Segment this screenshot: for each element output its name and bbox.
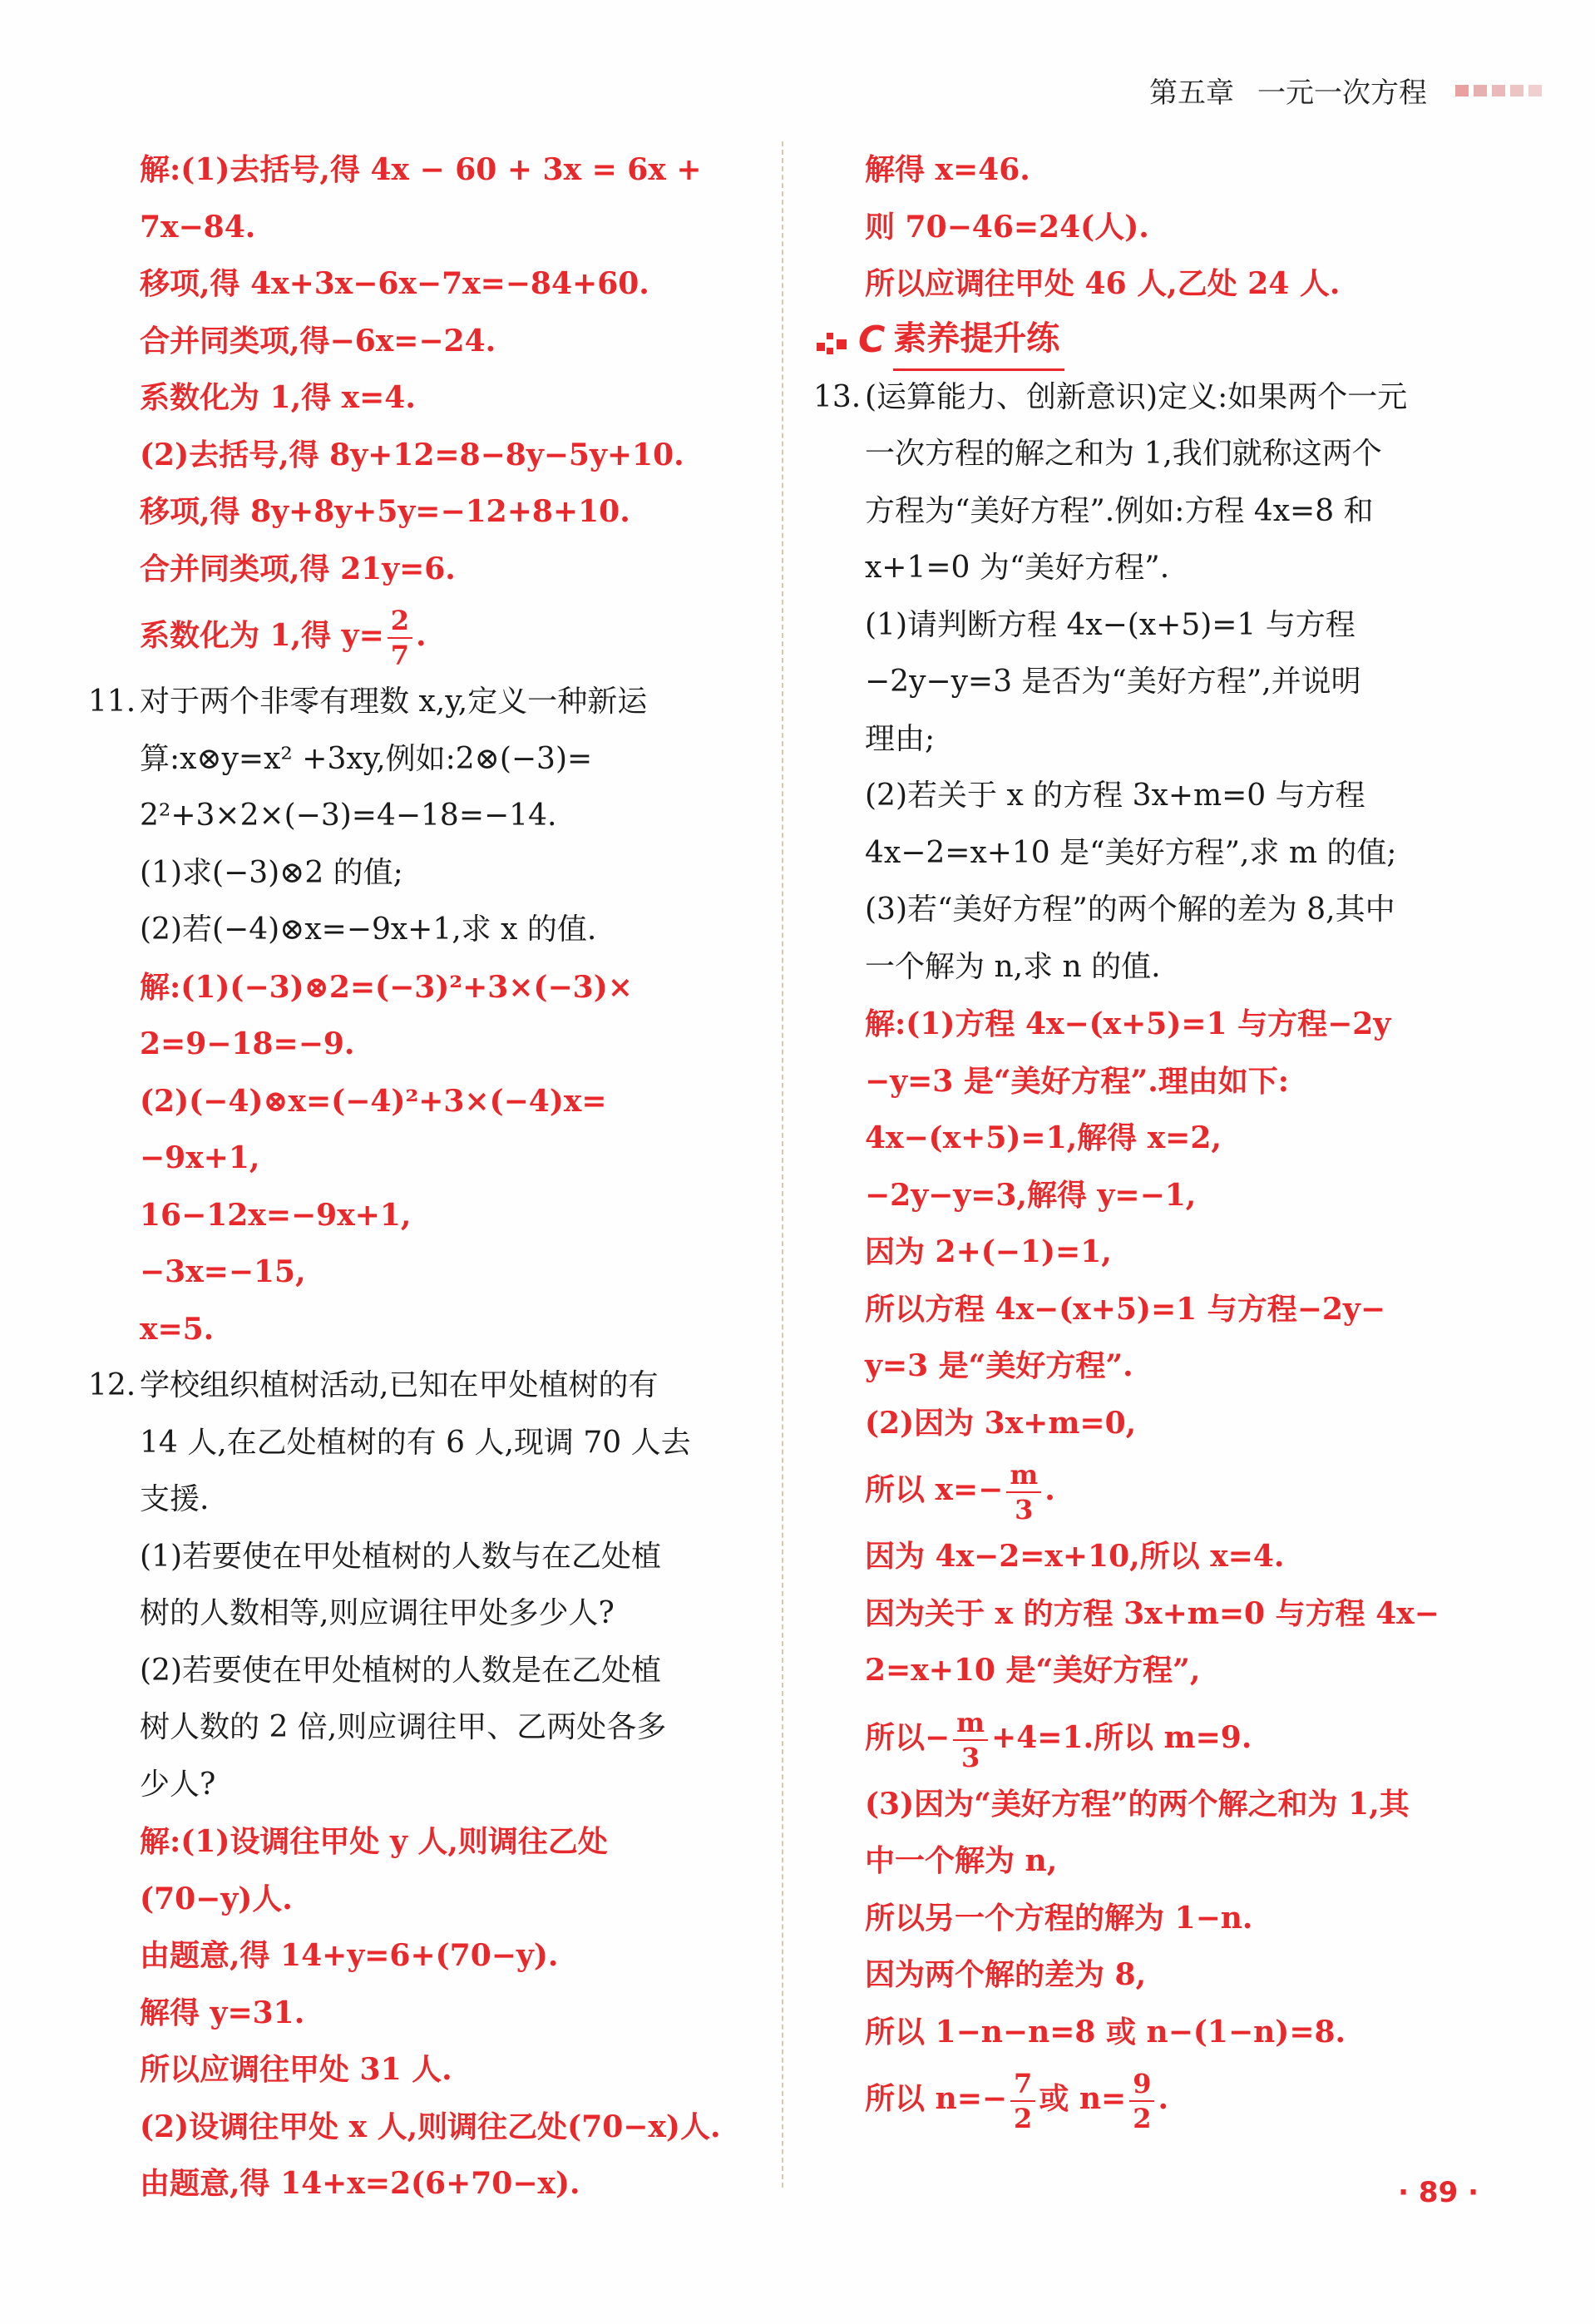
- line-text: 学校组织植树活动,已知在甲处植树的有: [140, 1368, 659, 1402]
- page-header: [1149, 70, 1542, 111]
- text-line: [140, 199, 755, 256]
- text-line: [865, 199, 1464, 256]
- line-text: −2y−y=3,解得 y=−1,: [865, 1177, 1197, 1213]
- line-text: 2=x+10 是“美好方程”,: [865, 1653, 1201, 1688]
- line-text: (2)若(−4)⊗x=−9x+1,求 x 的值.: [140, 912, 597, 947]
- text-line: [140, 427, 755, 484]
- line-text: 一次方程的解之和为 1,我们就称这两个: [865, 437, 1382, 471]
- line-text: (3)若“美好方程”的两个解的差为 8,其中: [865, 893, 1395, 927]
- text-line: [140, 1529, 755, 1586]
- text-line: [865, 597, 1464, 655]
- line-text: (1)请判断方程 4x−(x+5)=1 与方程: [865, 607, 1356, 642]
- text-line: [140, 2041, 755, 2099]
- text-line: [865, 1053, 1464, 1110]
- fraction: [388, 607, 412, 669]
- text-line: [140, 483, 755, 541]
- text-line: [865, 1110, 1464, 1167]
- text-line: [140, 1415, 755, 1472]
- line-text: 支援.: [140, 1482, 210, 1516]
- line-text: (2)若关于 x 的方程 3x+m=0 与方程: [865, 779, 1365, 813]
- line-text: 所以 1−n−n=8 或 n−(1−n)=8.: [865, 2014, 1346, 2050]
- section-marker-icon: [817, 324, 850, 358]
- text-line: [865, 1167, 1464, 1224]
- fraction-numerator: 9: [1129, 2070, 1154, 2102]
- line-text: 由题意,得 14+y=6+(70−y).: [140, 1938, 559, 1973]
- fraction-denominator: 3: [1015, 1494, 1034, 1525]
- line-text: 移项,得 4x+3x−6x−7x=−84+60.: [140, 266, 649, 301]
- text-line: [140, 731, 755, 789]
- line-text: 因为两个解的差为 8,: [865, 1957, 1147, 1992]
- line-text: 解:(1)设调往甲处 y 人,则调往乙处: [140, 1824, 608, 1859]
- line-text: (2)设调往甲处 x 人,则调往乙处(70−x)人.: [140, 2109, 721, 2144]
- section-title: 素养提升练: [893, 310, 1064, 372]
- text-line: [865, 426, 1464, 483]
- line-text: 算:x⊗y=x² +3xy,例如:2⊗(−3)=: [140, 741, 593, 776]
- fraction: [1010, 2070, 1035, 2132]
- question-number: 12.: [88, 1368, 136, 1402]
- line-text: x+1=0 为“美好方程”.: [865, 551, 1170, 585]
- fraction-numerator: 2: [388, 607, 412, 639]
- text-line: [865, 255, 1464, 313]
- line-text: 树的人数相等,则应调往甲处多少人?: [140, 1596, 615, 1630]
- text-line: [140, 313, 755, 370]
- text-line: [140, 902, 755, 959]
- line-text: 中一个解为 n,: [865, 1843, 1058, 1878]
- line-text-mid: 或 n=: [1039, 2081, 1127, 2116]
- left-column: [88, 141, 755, 2213]
- section-letter: C: [858, 319, 886, 362]
- text-line: [865, 882, 1464, 939]
- line-text: 2=9−18=−9.: [140, 1026, 355, 1061]
- line-text: x=5.: [140, 1311, 215, 1347]
- text-line: [865, 540, 1464, 597]
- fraction-denominator: 2: [1014, 2103, 1033, 2134]
- text-line: [140, 1699, 755, 1757]
- line-text: 理由;: [865, 721, 936, 756]
- text-line: [140, 1244, 755, 1301]
- fraction: [953, 1706, 988, 1773]
- text-line: [140, 1757, 755, 1814]
- text-line: [140, 2099, 755, 2156]
- line-text: 因为 2+(−1)=1,: [865, 1234, 1112, 1269]
- text-line: [140, 1471, 755, 1529]
- text-line: [140, 141, 755, 199]
- text-line: [865, 1776, 1464, 1833]
- line-text: −2y−y=3 是否为“美好方程”,并说明: [865, 665, 1361, 699]
- line-text: −y=3 是“美好方程”.理由如下:: [865, 1063, 1290, 1099]
- line-text: (2)因为 3x+m=0,: [865, 1405, 1137, 1441]
- text-line: [140, 1813, 755, 1871]
- line-text: 解:(1)去括号,得 4x − 60 + 3x = 6x +: [140, 152, 702, 187]
- text-line: [88, 1357, 755, 1415]
- line-text: (70−y)人.: [140, 1881, 293, 1916]
- text-line: [865, 483, 1464, 541]
- line-text: 少人?: [140, 1767, 216, 1802]
- text-line: [140, 1585, 755, 1643]
- line-text: 解得 x=46.: [865, 152, 1030, 187]
- line-text: 14 人,在乙处植树的有 6 人,现调 70 人去: [140, 1425, 691, 1460]
- text-line: [140, 1643, 755, 1700]
- question-number: 13.: [813, 379, 862, 414]
- line-text-after: .: [416, 618, 427, 653]
- text-line: [865, 1395, 1464, 1452]
- line-text: (2)去括号,得 8y+12=8−8y−5y+10.: [140, 437, 684, 472]
- text-line: [865, 654, 1464, 711]
- section-tag: [817, 313, 1464, 369]
- line-text-after: .: [1158, 2081, 1168, 2116]
- text-line: [865, 939, 1464, 996]
- line-text: 所以应调往甲处 46 人,乙处 24 人.: [865, 266, 1341, 301]
- text-line: [865, 1642, 1464, 1699]
- header-decoration-icon: [1455, 85, 1542, 96]
- line-text: 所以 n=−: [865, 2081, 1008, 2116]
- line-text: 移项,得 8y+8y+5y=−12+8+10.: [140, 494, 630, 529]
- text-line: [865, 711, 1464, 769]
- text-line: [865, 825, 1464, 883]
- line-text: (3)因为“美好方程”的两个解之和为 1,其: [865, 1786, 1410, 1822]
- line-text: 所以另一个方程的解为 1−n.: [865, 1900, 1253, 1936]
- text-line: [865, 1281, 1464, 1338]
- fraction-numerator: m: [1006, 1461, 1041, 1493]
- line-text: 对于两个非零有理数 x,y,定义一种新运: [140, 685, 648, 719]
- text-line: [140, 959, 755, 1016]
- text-line: [865, 996, 1464, 1053]
- text-line: [865, 768, 1464, 825]
- line-text: 所以应调往甲处 31 人.: [140, 2052, 452, 2087]
- text-line: [865, 1832, 1464, 1890]
- question-13: [813, 369, 1464, 2138]
- fraction-numerator: m: [953, 1709, 988, 1741]
- text-line: [813, 369, 1464, 427]
- line-text: 树人数的 2 倍,则应调往甲、乙两处各多: [140, 1710, 667, 1744]
- line-text: 7x−84.: [140, 209, 256, 245]
- line-text: 因为 4x−2=x+10,所以 x=4.: [865, 1539, 1285, 1574]
- question-number: 11.: [88, 685, 136, 719]
- line-text: 4x−(x+5)=1,解得 x=2,: [865, 1120, 1222, 1155]
- text-line: [140, 597, 755, 674]
- text-line: [865, 1528, 1464, 1585]
- text-line: [140, 2155, 755, 2213]
- fraction-denominator: 3: [960, 1741, 980, 1773]
- line-text: (2)若要使在甲处植树的人数是在乙处植: [140, 1653, 661, 1688]
- line-text: (1)若要使在甲处植树的人数与在乙处植: [140, 1539, 661, 1574]
- fraction: [1006, 1461, 1041, 1523]
- line-text: 解:(1)方程 4x−(x+5)=1 与方程−2y: [865, 1006, 1391, 1041]
- line-text: 所以 x=−: [865, 1472, 1004, 1507]
- column-divider: [782, 141, 783, 2188]
- line-text: (2)(−4)⊗x=(−4)²+3×(−4)x=: [140, 1083, 607, 1119]
- text-line: [865, 2060, 1464, 2137]
- fraction-denominator: 7: [390, 640, 409, 671]
- text-line: [865, 1338, 1464, 1395]
- text-line: [865, 1585, 1464, 1643]
- line-text: −9x+1,: [140, 1140, 260, 1175]
- text-line: [140, 1301, 755, 1358]
- text-line: [140, 788, 755, 845]
- right-column-continuation: [865, 141, 1464, 313]
- page-number: · 89 ·: [1398, 2176, 1479, 2209]
- text-line: [140, 845, 755, 902]
- text-line: [140, 1073, 755, 1130]
- text-line: [140, 1016, 755, 1073]
- fraction-denominator: 2: [1133, 2103, 1152, 2134]
- text-line: [140, 255, 755, 313]
- line-text: 所以−: [865, 1719, 951, 1755]
- line-text: 由题意,得 14+x=2(6+70−x).: [140, 2166, 580, 2201]
- text-line: [140, 1927, 755, 1985]
- fraction: [1129, 2070, 1154, 2132]
- text-line: [865, 141, 1464, 199]
- line-text: 则 70−46=24(人).: [865, 209, 1149, 245]
- text-line: [865, 1224, 1464, 1281]
- line-text: 一个解为 n,求 n 的值.: [865, 949, 1161, 984]
- line-text-after: .: [1044, 1472, 1055, 1507]
- chapter-title: 一元一次方程: [1257, 77, 1427, 110]
- text-line: [865, 1890, 1464, 1947]
- text-line: [140, 1985, 755, 2042]
- line-text: 系数化为 1,得 y=: [140, 618, 384, 653]
- line-text: 方程为“美好方程”.例如:方程 4x=8 和: [865, 493, 1374, 528]
- line-text: 所以方程 4x−(x+5)=1 与方程−2y−: [865, 1291, 1385, 1327]
- text-line: [865, 1946, 1464, 2004]
- text-line: [140, 1130, 755, 1187]
- line-text: 解:(1)(−3)⊗2=(−3)²+3×(−3)×: [140, 969, 633, 1005]
- line-text: 解得 y=31.: [140, 1995, 305, 2030]
- text-line: [865, 2004, 1464, 2061]
- line-text: 合并同类项,得−6x=−24.: [140, 323, 496, 358]
- line-text: (运算能力、创新意识)定义:如果两个一元: [865, 379, 1408, 414]
- text-line: [140, 1871, 755, 1928]
- right-column: [813, 141, 1464, 2137]
- text-line: [140, 1187, 755, 1244]
- line-text: 合并同类项,得 21y=6.: [140, 551, 456, 586]
- text-line: [865, 1451, 1464, 1528]
- chapter-label: 第五章: [1149, 77, 1234, 110]
- line-text: 2²+3×2×(−3)=4−18=−14.: [140, 799, 557, 833]
- line-text-after: +4=1.所以 m=9.: [991, 1719, 1252, 1755]
- fraction-numerator: 7: [1010, 2070, 1035, 2102]
- line-text: 16−12x=−9x+1,: [140, 1197, 412, 1233]
- line-text: 系数化为 1,得 x=4.: [140, 380, 416, 415]
- line-text: 4x−2=x+10 是“美好方程”,求 m 的值;: [865, 835, 1397, 870]
- line-text: −3x=−15,: [140, 1254, 306, 1289]
- line-text: y=3 是“美好方程”.: [865, 1348, 1133, 1383]
- line-text: (1)求(−3)⊗2 的值;: [140, 855, 403, 890]
- text-line: [865, 1699, 1464, 1776]
- text-line: [140, 369, 755, 427]
- text-line: [140, 541, 755, 598]
- line-text: 因为关于 x 的方程 3x+m=0 与方程 4x−: [865, 1595, 1439, 1631]
- text-line: [88, 674, 755, 731]
